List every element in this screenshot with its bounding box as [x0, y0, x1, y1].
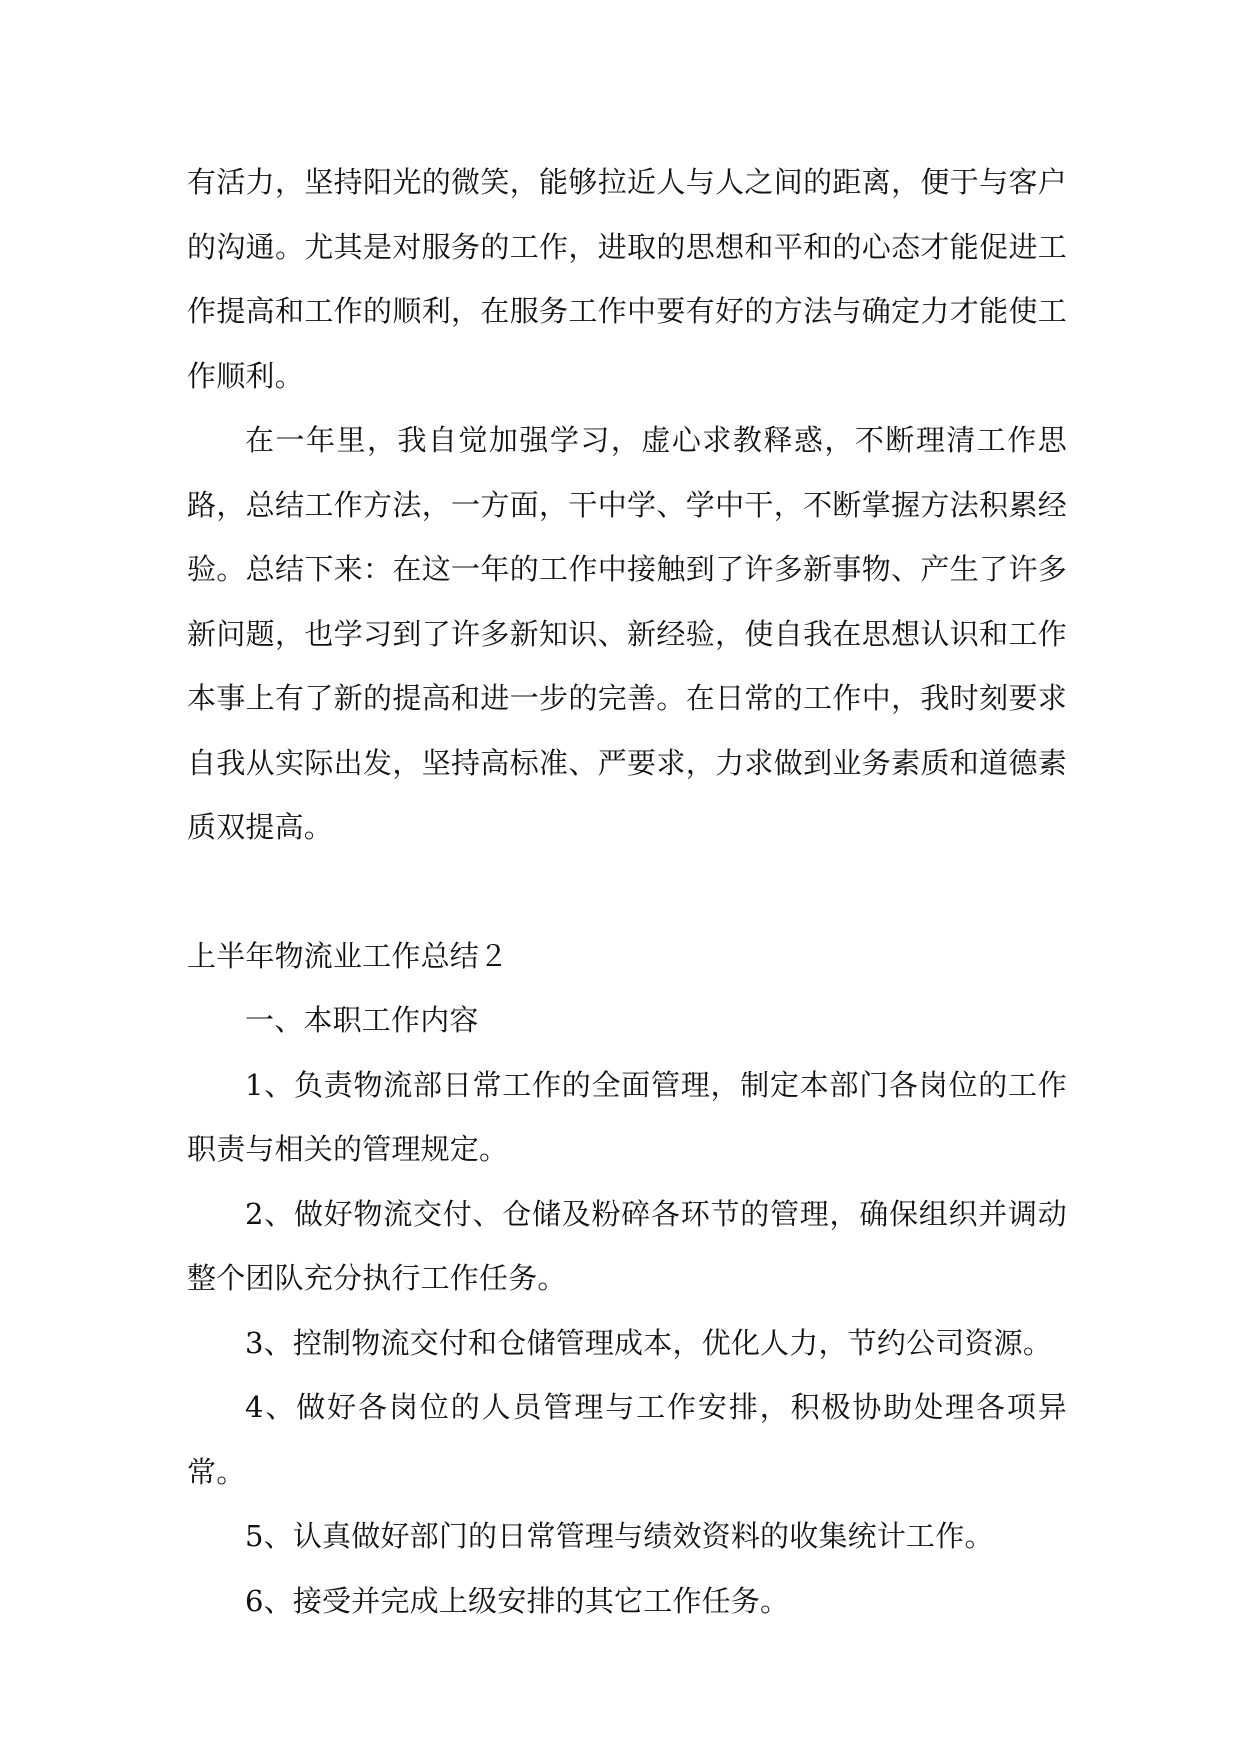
- paragraph-learning: 在一年里，我自觉加强学习，虚心求教释惑，不断理清工作思路，总结工作方法，一方面，干中学、学中干，不断掌握方法积累经验。总结下来：在这一年的工作中接触到了许多新事物、产生了许多新问题，也学习到了许多新知识、新经验，使自我在思想认识和工作本事上有了新的提高和进一步的完善。在日常的工作中，我时刻要求自我从实际出发，坚持高标准、严要求，力求做到业务素质和道德素质双提高。: [187, 423, 1067, 844]
- document-body: [187, 150, 1067, 1633]
- list-item: 2、做好物流交付、仓储及粉碎各环节的管理，确保组织并调动整个团队充分执行工作任务。: [187, 1196, 1067, 1295]
- list-item: 4、做好各岗位的人员管理与工作安排，积极协助处理各项异常。: [187, 1390, 1067, 1489]
- section-title: 上半年物流业工作总结２: [187, 938, 509, 973]
- subsection-title: 一、本职工作内容: [245, 1003, 479, 1037]
- list-item: 3、控制物流交付和仓储管理成本，优化人力，节约公司资源。: [245, 1325, 1053, 1360]
- list-item: 5、认真做好部门的日常管理与绩效资料的收集统计工作。: [245, 1519, 994, 1553]
- paragraph-continuation: 有活力，坚持阳光的微笑，能够拉近人与人之间的距离，便于与客户的沟通。尤其是对服务的工作，进取的思想和平和的心态才能促进工作提高和工作的顺利，在服务工作中要有好的方法与确定力才能使工作顺利。: [187, 165, 1067, 393]
- section-spacer: [187, 860, 1067, 924]
- list-item: 6、接受并完成上级安排的其它工作任务。: [245, 1583, 790, 1618]
- list-item: 1、负责物流部日常工作的全面管理，制定本部门各岗位的工作职责与相关的管理规定。: [187, 1067, 1067, 1166]
